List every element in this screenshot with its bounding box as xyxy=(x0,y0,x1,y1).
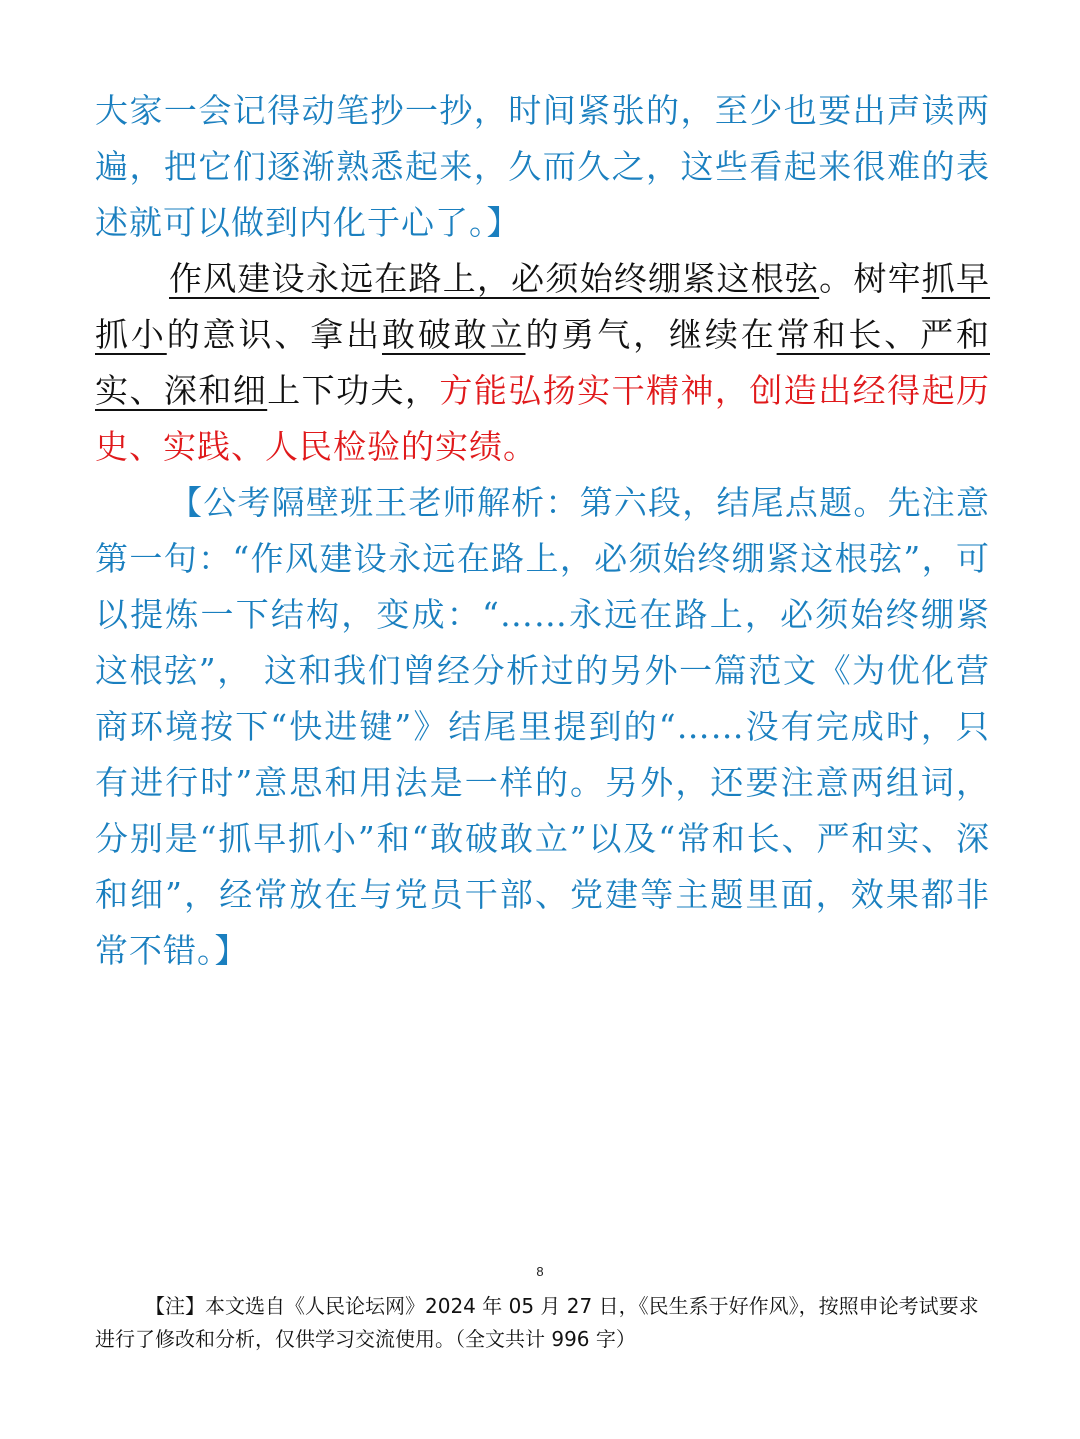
underlined-phrase-4: 常和长、严和实、深和细 xyxy=(95,315,990,410)
underlined-phrase-3: 敢破敢立 xyxy=(382,315,526,354)
highlighted-red-sentence: 方能弘扬实干精神，创造出经得起历史、实践、人民检验的实绩。 xyxy=(95,371,991,466)
text-segment-1: 。树牢 xyxy=(819,259,922,298)
text-segment-3: 的勇气，继续在 xyxy=(525,315,777,354)
paragraph-teacher-analysis xyxy=(95,475,990,979)
paragraph-analysis-continued xyxy=(95,83,990,251)
paragraph-teacher-analysis-text: 【公考隔壁班王老师解析：第六段，结尾点题。先注意第一句：“作风建设永远在路上，必须始终绷紧这根弦”，可以提炼一下结构，变成：“……永远在路上，必须始终绷紧这根弦”， 这和我们曾经分析过的另外一篇范文《为优化营商环境按下“快进键”》结尾里提到的“……没有完成时，只有进行时”意思和用法是一样的。另外，还要注意两组词，分别是“抓早抓小”和“敢破敢立”以及“常和长、严和实、深和细”，经常放在与党员干部、党建等主题里面，效果都非常不错。】 xyxy=(95,483,990,970)
text-segment-4: 上下功夫， xyxy=(267,371,440,410)
paragraph-analysis-continued-text: 大家一会记得动笔抄一抄，时间紧张的，至少也要出声读两遍，把它们逐渐熟悉起来，久而久之，这些看起来很难的表述就可以做到内化于心了。】 xyxy=(95,91,990,242)
page-number: 8 xyxy=(536,1264,544,1279)
paragraph-essay-six xyxy=(95,251,990,475)
underlined-phrase-2: 抓早抓小 xyxy=(95,259,991,354)
footnote: 【注】本文选自《人民论坛网》2024 年 05 月 27 日，《民生系于好作风》，按照申论考试要求进行了修改和分析，仅供学习交流使用。（全文共计 996 字） xyxy=(95,1294,979,1351)
underlined-phrase-1: 作风建设永远在路上，必须始终绷紧这根弦 xyxy=(169,259,820,298)
text-segment-2: 的意识、拿出 xyxy=(166,315,382,354)
paragraph-essay-six-text xyxy=(95,251,990,475)
